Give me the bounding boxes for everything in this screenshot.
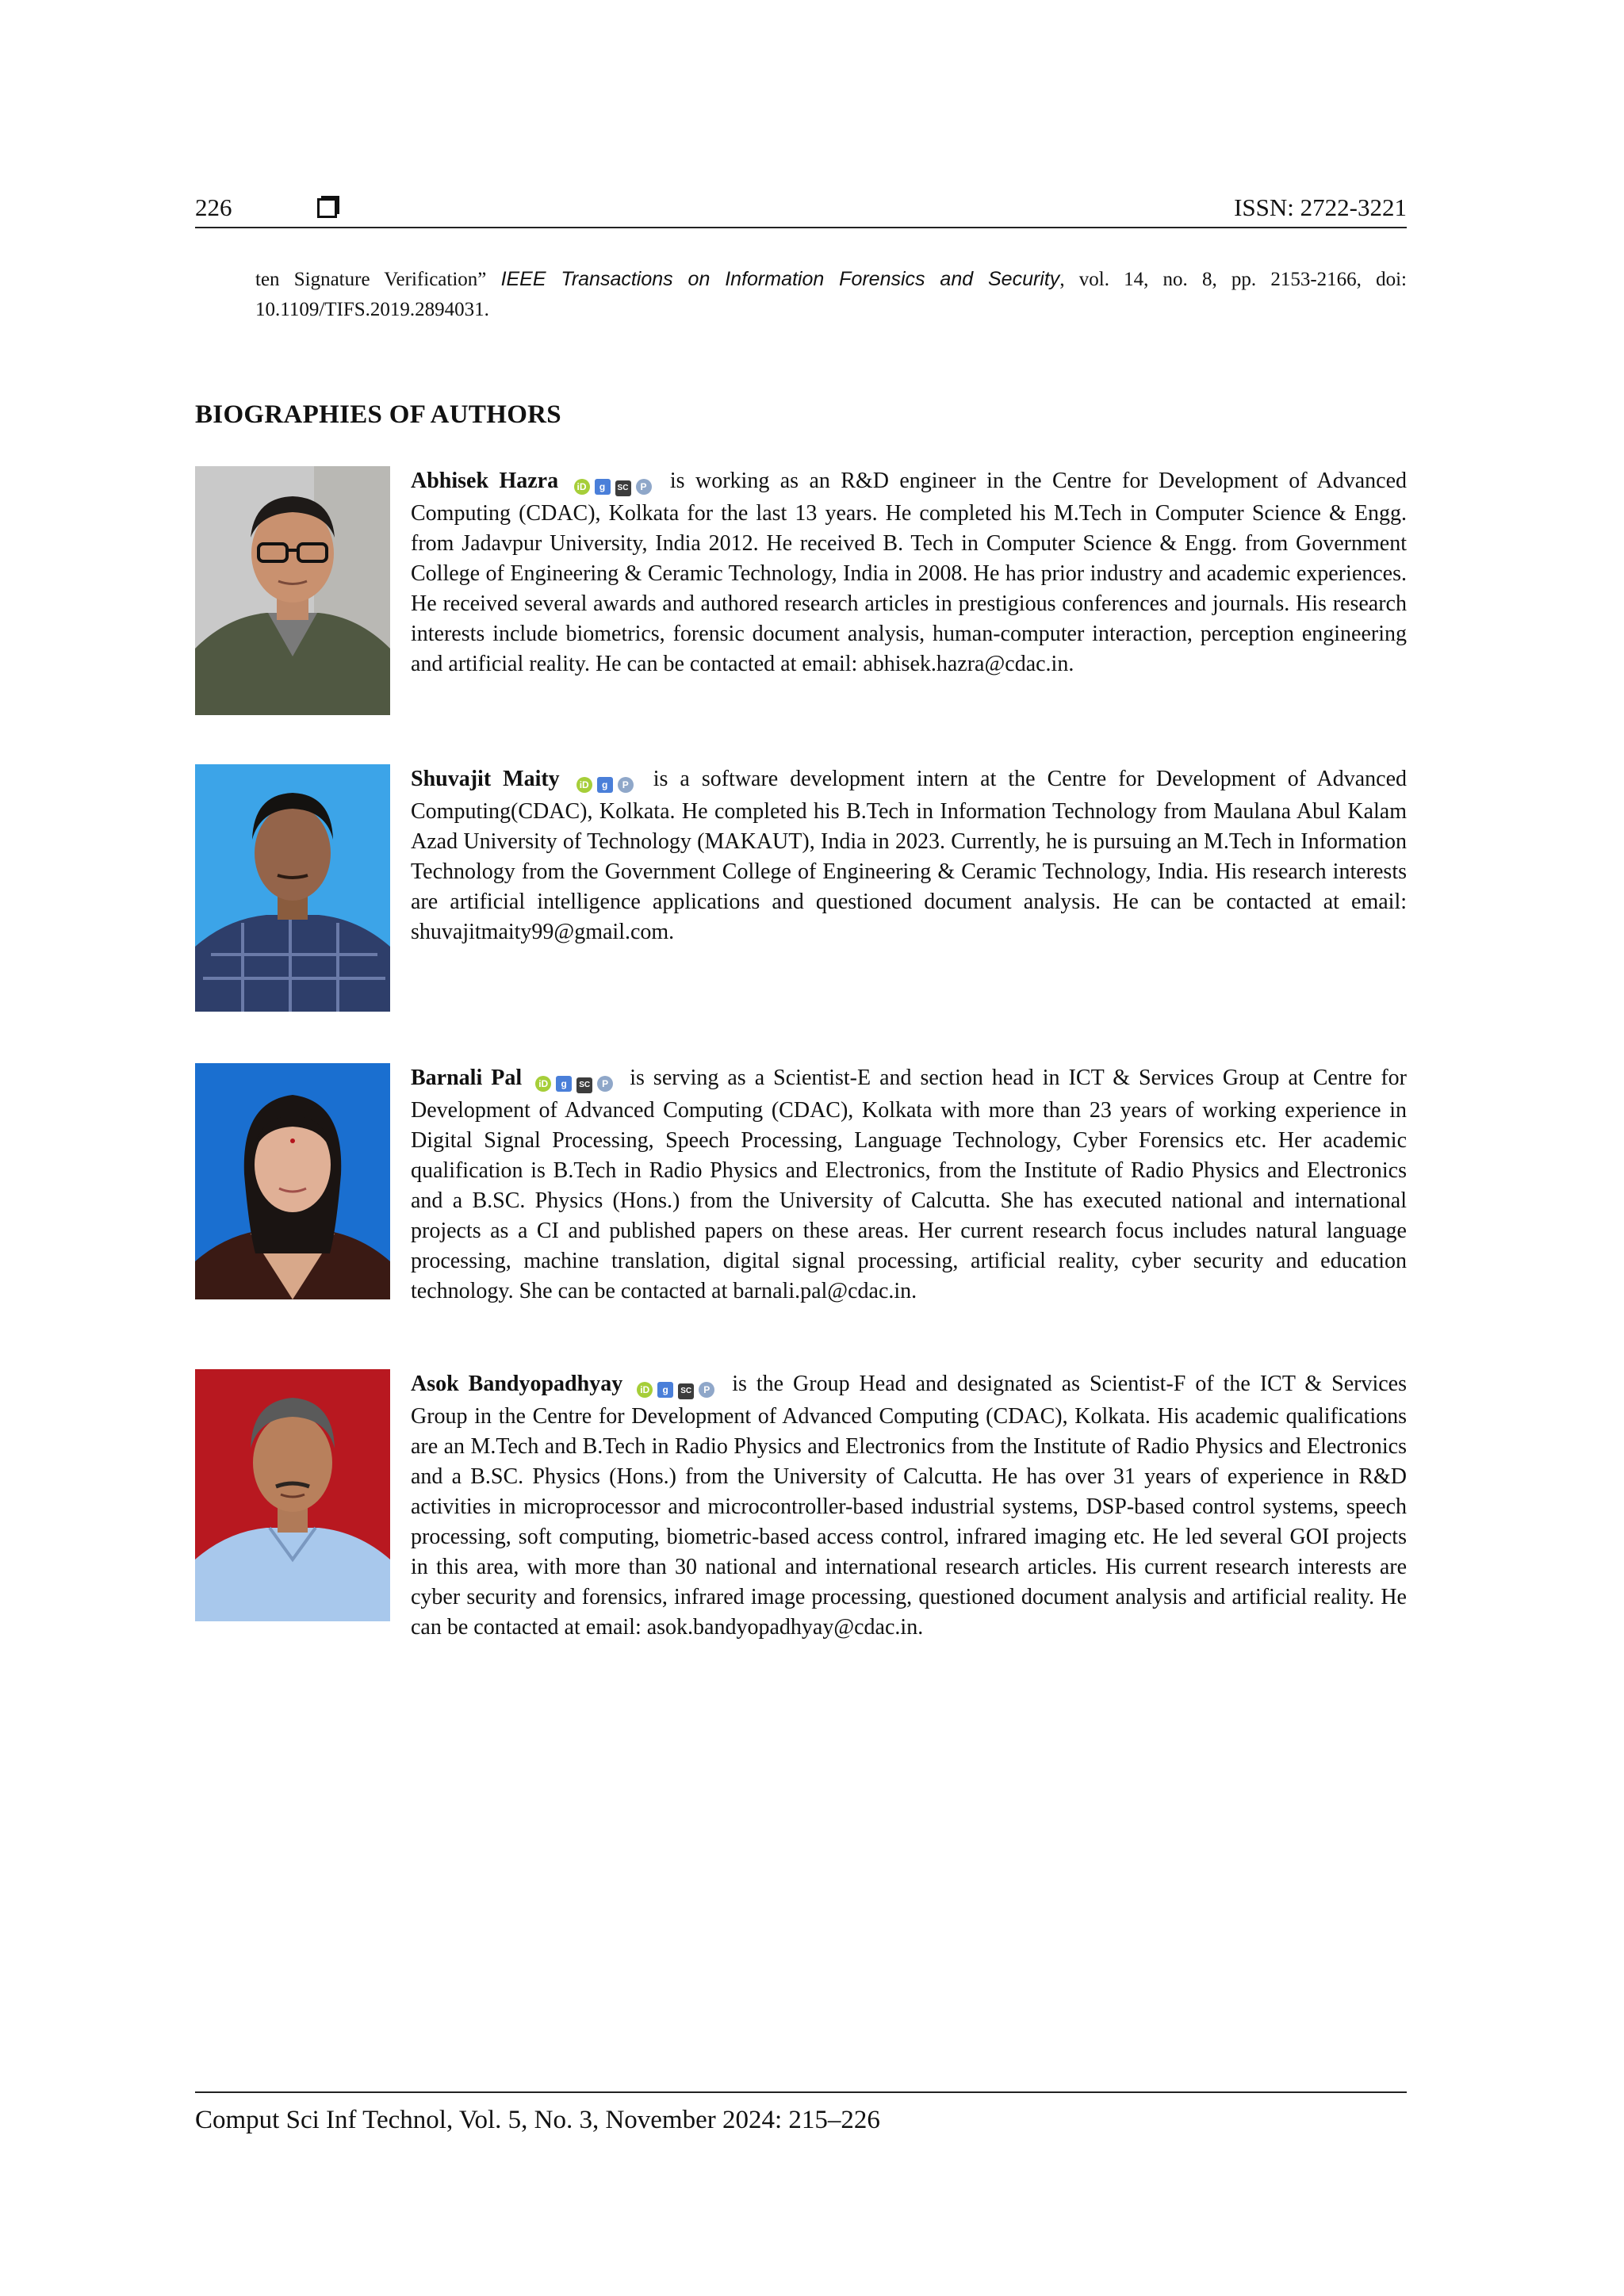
author-photo bbox=[195, 466, 390, 715]
reference-continuation bbox=[255, 264, 1407, 325]
author-bio-text bbox=[411, 1063, 1407, 1307]
author-photo bbox=[195, 1063, 390, 1299]
author-bio-body: is a software development intern at the Centre for Development of Advanced Computing(CDAC), Kolkata. He completed his B.Tech in Information Technology from Maulana Abul Kalam Azad University of Technology (MAKAUT), India in 2023. Currently, he is pursuing an M.Tech in Information Technology from the Government College of Engineering & Ceramic Technology, India. His research interests are artificial intelligence applications and questioned document analysis. He can be contacted at email: shuvajitmaity99@gmail.com. bbox=[411, 767, 1408, 944]
issn: ISSN: 2722-3221 bbox=[1234, 193, 1407, 221]
profile-icons bbox=[574, 469, 657, 499]
google-scholar-icon[interactable]: g bbox=[597, 777, 613, 793]
profile-icons bbox=[576, 767, 638, 797]
square-icon bbox=[317, 198, 337, 218]
reference-journal: IEEE Transactions on Information Forensics and Security bbox=[500, 268, 1060, 290]
scopus-icon[interactable]: SC bbox=[576, 1077, 592, 1093]
author-name: Abhisek Hazra bbox=[411, 469, 559, 493]
publons-icon[interactable]: P bbox=[636, 479, 652, 495]
author-name: Barnali Pal bbox=[411, 1066, 523, 1090]
scopus-icon[interactable]: SC bbox=[615, 480, 631, 496]
author-name: Asok Bandyopadhyay bbox=[411, 1372, 623, 1396]
author-bio bbox=[195, 1369, 1407, 1702]
google-scholar-icon[interactable]: g bbox=[657, 1382, 673, 1398]
section-title: BIOGRAPHIES OF AUTHORS bbox=[195, 400, 561, 429]
author-bio bbox=[195, 764, 1407, 1018]
orcid-icon[interactable]: iD bbox=[637, 1382, 653, 1398]
publons-icon[interactable]: P bbox=[699, 1382, 714, 1398]
author-bio bbox=[195, 466, 1407, 720]
page-number: 226 bbox=[195, 193, 232, 221]
orcid-icon[interactable]: iD bbox=[576, 777, 592, 793]
scopus-icon[interactable]: SC bbox=[678, 1383, 694, 1399]
author-bio-text bbox=[411, 1369, 1407, 1643]
author-photo bbox=[195, 764, 390, 1012]
google-scholar-icon[interactable]: g bbox=[595, 479, 611, 495]
page-header bbox=[195, 192, 1407, 228]
orcid-icon[interactable]: iD bbox=[535, 1076, 551, 1092]
author-bio-body: is working as an R&D engineer in the Centre for Development of Advanced Computing (CDAC), Kolkata for the last 13 years. He completed his M.Tech in Computer Science & Engg. from Jadavpur University, India 2012. He received B. Tech in Computer Science & Engg. from Government College of Engineering & Ceramic Technology, India in 2008. He has prior industry and academic experiences. He received several awards and authored research articles in prestigious conferences and journals. His research interests include biometrics, forensic document analysis, human-computer interaction, perception engineering and artificial reality. He can be contacted at email: abhisek.hazra@cdac.in. bbox=[411, 469, 1407, 676]
author-bio-text bbox=[411, 466, 1407, 679]
author-bio-body: is the Group Head and designated as Scientist-F of the ICT & Services Group in the Centre for Development of Advanced Computing (CDAC), Kolkata. His academic qualifications are an M.Tech and B.Tech in Radio Physics and Electronics from the Institute of Radio Physics and Electronics and a B.SC. Physics (Hons.) from the University of Calcutta. He has over 31 years of experience in R&D activities in microprocessor and microcontroller-based industrial systems, DSP-based control systems, speech processing, soft computing, biometric-based access control, infrared imaging etc. He led several GOI projects in this area, with more than 30 national and international research articles. His current research interests are cyber security and forensics, infrared image processing, questioned document analysis and artificial reality. He can be contacted at email: asok.bandyopadhyay@cdac.in. bbox=[411, 1372, 1408, 1640]
publons-icon[interactable]: P bbox=[618, 777, 634, 793]
author-photo bbox=[195, 1369, 390, 1621]
page-footer bbox=[195, 2091, 1407, 2137]
profile-icons bbox=[535, 1066, 618, 1096]
author-name: Shuvajit Maity bbox=[411, 767, 560, 791]
orcid-icon[interactable]: iD bbox=[574, 479, 590, 495]
reference-suffix: , vol. 14, no. 8, pp. 2153-2166, doi: 10.1109/TIFS.2019.2894031. bbox=[255, 269, 1407, 320]
google-scholar-icon[interactable]: g bbox=[556, 1076, 572, 1092]
author-bio-text bbox=[411, 764, 1407, 947]
author-bio-body: is serving as a Scientist-E and section head in ICT & Services Group at Centre for Development of Advanced Computing (CDAC), Kolkata with more than 23 years of working experience in Digital Signal Processing, Speech Processing, Language Technology, Cyber Forensics etc. Her academic qualification is B.Tech in Radio Physics and Electronics, from the Institute of Radio Physics and Electronics and a B.SC. Physics (Hons.) from the University of Calcutta. She has executed national and international projects as a CI and published papers on these areas. Her current research focus includes natural language processing, machine translation, digital signal processing, artificial reality, cyber security and education technology. She can be contacted at barnali.pal@cdac.in. bbox=[411, 1066, 1408, 1303]
reference-prefix: ten Signature Verification” bbox=[255, 269, 487, 290]
publons-icon[interactable]: P bbox=[597, 1076, 613, 1092]
profile-icons bbox=[637, 1372, 719, 1402]
footer-citation: Comput Sci Inf Technol, Vol. 5, No. 3, November 2024: 215–226 bbox=[195, 2106, 880, 2134]
author-bio bbox=[195, 1063, 1407, 1364]
